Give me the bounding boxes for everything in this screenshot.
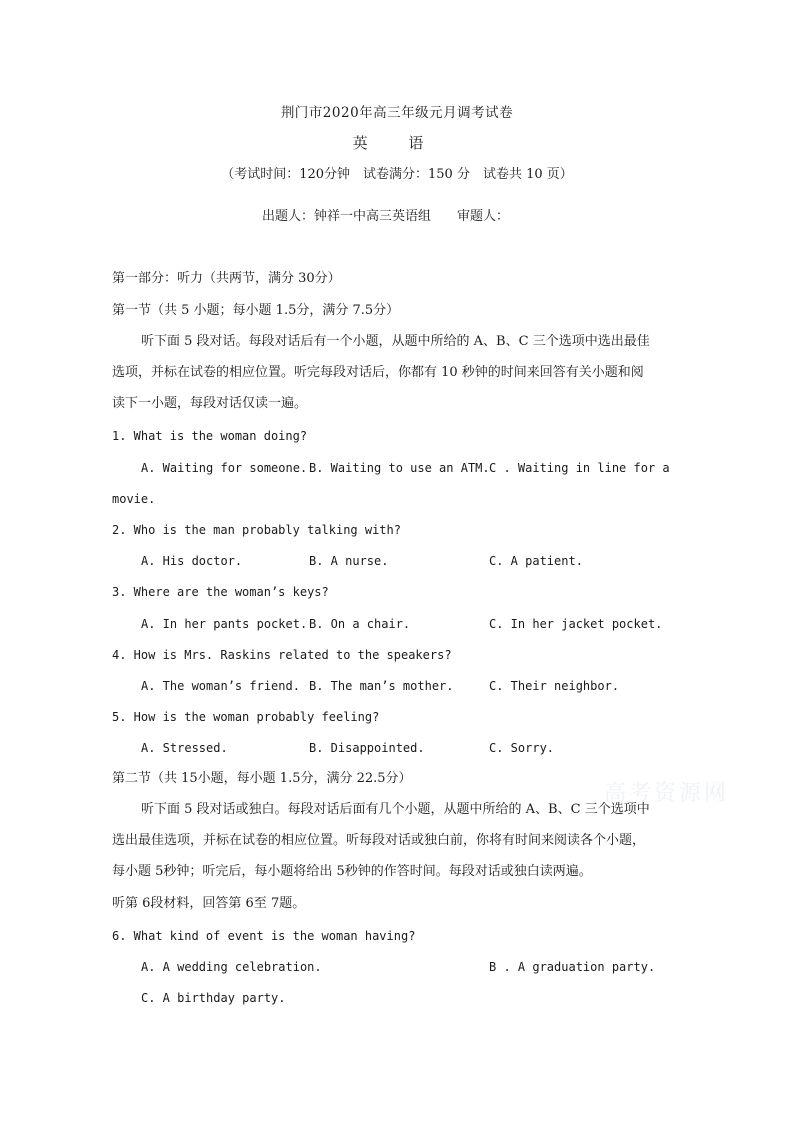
- option-a: A. A wedding celebration.: [141, 960, 322, 974]
- material-instruction: 听第 6段材料，回答第 6至 7题。: [112, 896, 306, 911]
- section1-instruction-line: 读下一小题，每段对话仅读一遍。: [112, 396, 308, 411]
- question-3: 3. Where are the woman’s keys?: [112, 585, 329, 599]
- option-c: C. A patient.: [489, 554, 583, 568]
- option-a: A. In her pants pocket.: [141, 617, 308, 631]
- question-5: 5. How is the woman probably feeling?: [112, 710, 380, 724]
- option-a: A. Waiting for someone.: [141, 461, 308, 475]
- option-b: B. The man’s mother.: [309, 679, 454, 693]
- question-4: 4. How is Mrs. Raskins related to the speakers?: [112, 648, 452, 662]
- section2-instruction-line: 每小题 5秒钟；听完后，每小题将给出 5秒钟的作答时间。每段对话或独白读两遍。: [112, 864, 592, 879]
- option-c: C. Sorry.: [489, 741, 555, 755]
- option-c: C. In her jacket pocket.: [489, 617, 663, 631]
- option-c-continued: movie.: [112, 492, 156, 506]
- option-a: A. His doctor.: [141, 554, 243, 568]
- section2-heading: 第二节（共 15小题，每小题 1.5分，满分 22.5分）: [112, 771, 412, 786]
- subject-title: 英 语: [352, 134, 442, 152]
- option-b: B . A graduation party.: [489, 960, 656, 974]
- question-2: 2. Who is the man probably talking with?: [112, 523, 401, 537]
- author-line: 出题人：钟祥一中高三英语组 审题人：: [262, 209, 510, 224]
- option-a: A. The woman’s friend.: [141, 679, 300, 693]
- section1-instruction-line: 听下面 5 段对话。每段对话后有一个小题，从题中所给的 A、B、C 三个选项中选出最佳: [141, 334, 650, 349]
- exam-info: （考试时间：120分钟 试卷满分：150 分 试卷共 10 页）: [221, 167, 573, 182]
- watermark-text: 高考资源网: [604, 781, 730, 806]
- option-b: B. Waiting to use an ATM.: [309, 461, 490, 475]
- part1-heading: 第一部分：听力（共两节，满分 30分）: [112, 271, 341, 286]
- option-b: B. A nurse.: [309, 554, 389, 568]
- option-a: A. Stressed.: [141, 741, 228, 755]
- question-6: 6. What kind of event is the woman having?: [112, 929, 416, 943]
- section1-instruction-line: 选项，并标在试卷的相应位置。听完每段对话后，你都有 10 秒钟的时间来回答有关小题和阅: [112, 365, 644, 380]
- section1-heading: 第一节（共 5 小题；每小题 1.5分，满分 7.5分）: [112, 303, 400, 318]
- section2-instruction-line: 听下面 5 段对话或独白。每段对话后面有几个小题，从题中所给的 A、B、C 三个选项中: [141, 802, 650, 817]
- question-1: 1. What is the woman doing?: [112, 429, 308, 443]
- option-c: C. A birthday party.: [141, 991, 286, 1005]
- exam-title: 荆门市2020年高三年级元月调考试卷: [280, 105, 514, 121]
- section2-instruction-line: 选出最佳选项，并标在试卷的相应位置。听每段对话或独白前，你将有时间来阅读各个小题，: [112, 833, 646, 848]
- option-b: B. Disappointed.: [309, 741, 425, 755]
- option-c: C . Waiting in line for a: [489, 461, 670, 475]
- option-b: B. On a chair.: [309, 617, 411, 631]
- option-c: C. Their neighbor.: [489, 679, 620, 693]
